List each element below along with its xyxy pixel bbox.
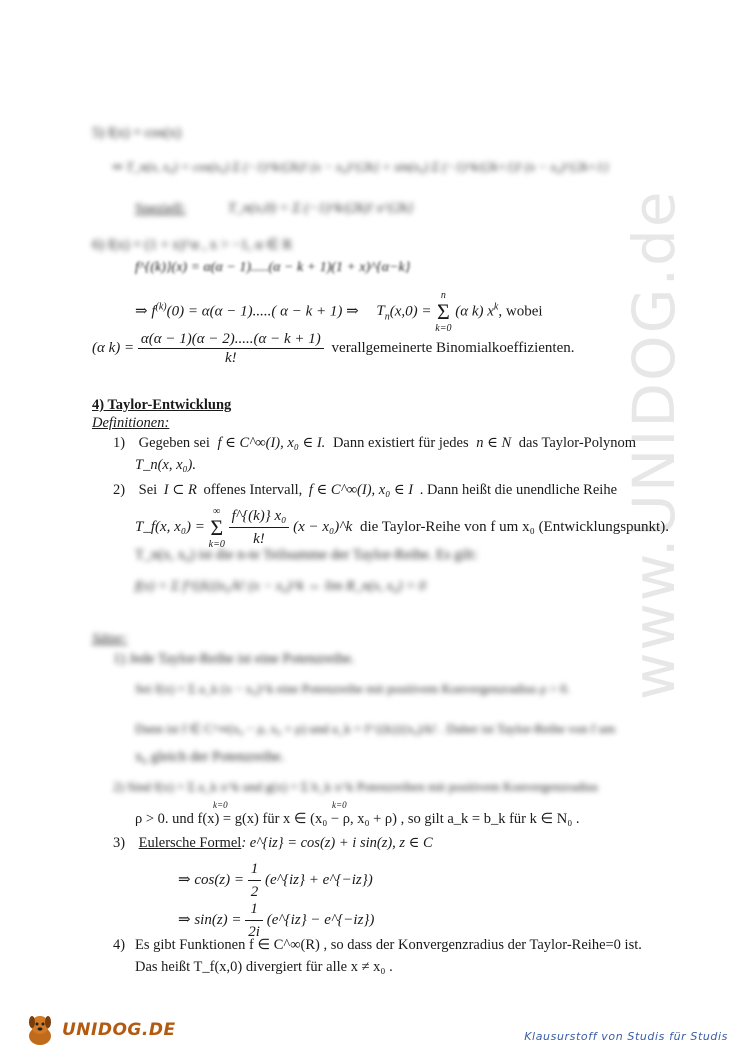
theorem-2-sum-index-1: k=0: [213, 800, 228, 810]
binomial-coefficient-definition: (α k) = $\frac{\alpha(\alpha - 1)(\alpha - 2).....(\alpha - k + 1)}{k!}$ verallgemeinerte Binomialkoeffizienten.: [92, 331, 575, 366]
definition-2: 2) Sei I ⊂ R offenes Intervall, f ∈ C^∞(I), x₀ ∈ I . Dann heißt die unendliche Reihe: [113, 482, 618, 498]
theorem-1-line-4: x₀ gleich der Potenzreihe.: [135, 749, 285, 765]
taylor-series-definition: T_f(x, x₀) = ∞ Σ k=0 $\frac{\text{f\textasciicircum{}\{(k)\} x₀}}{k!}$ (x − x₀)^k die Taylor-Reihe von f um x₀ (Entwicklungspunkt).: [135, 505, 669, 550]
definitions-label: Definitionen:: [92, 415, 170, 431]
theorem-2-continuation: ρ > 0. und f(x) = g(x) für x ∈ (x₀ − ρ, x₀ + ρ) , so gilt a_k = b_k für k ∈ N₀ .: [135, 811, 580, 827]
section-heading: 4) Taylor-Entwicklung: [92, 397, 232, 413]
dog-mascot-icon: [22, 1012, 58, 1048]
item-6-derivative: f^{(k)}(x) = α(α − 1).....(α − k + 1)(1 + x)^{α−k}: [135, 260, 411, 275]
definition-1: 1) Gegeben sei f ∈ C^∞(I), x₀ ∈ I. Dann existiert für jedes n ∈ N das Taylor-Polynom: [113, 435, 637, 451]
item-6-heading: 6) f(x) = (1 + x)^α , x > −1, α ∈ R: [92, 237, 293, 253]
cos-euler-formula: ⇒ cos(z) = $\frac{1}{2}$ (e^{iz} + e^{−iz}): [178, 858, 373, 903]
theorem-3: 3) Eulersche Formel: e^{iz} = cos(z) + i sin(z), z ∈ C: [113, 835, 433, 851]
watermark: www.UNIDOG.de: [620, 189, 688, 700]
special-formula: T_n(x,0) = Σ (−1)^k/(2k)! x^{2k}: [228, 201, 414, 216]
item-5-heading: 5) f(x) = cos(x): [92, 125, 182, 141]
theorem-2: 2) Sind f(x) = Σ a_k x^k und g(x) = Σ b_k x^k Potenzreihen mit positivem Konvergenzradius: [113, 779, 599, 794]
footer-tagline: Klausurstoff von Studis für Studis: [524, 1030, 728, 1043]
logo-text: UNIDOG.DE: [62, 1020, 176, 1040]
theorem-4: 4) Es gibt Funktionen f ∈ C^∞(R) , so dass der Konvergenzradius der Taylor-Reihe=0 ist.: [113, 937, 642, 953]
theorem-1: 1) Jede Taylor-Reihe ist eine Potenzreihe.: [113, 651, 355, 667]
special-label: Speziell:: [135, 201, 186, 217]
theorem-1-line-3: Dann ist f ∈ C^∞(x₀ − ρ, x₀ + ρ) und a_k = f^{(k)}(x₀)/k! . Daher ist Taylor-Reihe von f um: [135, 721, 616, 736]
theorem-2-sum-index-2: k=0: [332, 800, 347, 810]
theorems-label: Sätze:: [92, 631, 128, 647]
binomial-taylor-line: ⇒ $f^{(k)}(0) = \alpha(\alpha - 1)$.....( α − k + 1) ⇒ $T_n(x,0) = n$ Σ k=0 (α k) $x^k$, wobei: [135, 290, 543, 334]
theorem-1-line-2: Sei f(x) = Σ a_k (x − x₀)^k eine Potenzreihe mit positivem Konvergenzradius ρ > 0.: [135, 681, 570, 696]
theorem-4-line-2: Das heißt T_f(x,0) divergiert für alle x ≠ x₀ .: [135, 959, 393, 975]
definition-1-line-2: T_n(x, x₀).: [135, 457, 197, 473]
unidog-logo: [22, 1012, 176, 1048]
remainder-formula: f(x) = Σ f^{(k)}x₀/k! (x − x₀)^k ⇔ lim R_n(x, x₀) = 0: [135, 579, 426, 594]
item-5-formula: ⇒ T_n(x, x₀) = cos(x₀) Σ (−1)^k/(2k)! (x − x₀)^{2k} + sin(x₀) Σ (−1)^k/(2k+1)! (x − x₀)^{2k+1}: [112, 159, 609, 174]
partial-sum-note: T_n(x, x₀) ist die n-te Teilsumme der Taylor-Reihe. Es gilt:: [135, 547, 478, 563]
sin-euler-formula: ⇒ sin(z) = $\frac{1}{2i}$ (e^{iz} − e^{−iz}): [178, 898, 374, 943]
